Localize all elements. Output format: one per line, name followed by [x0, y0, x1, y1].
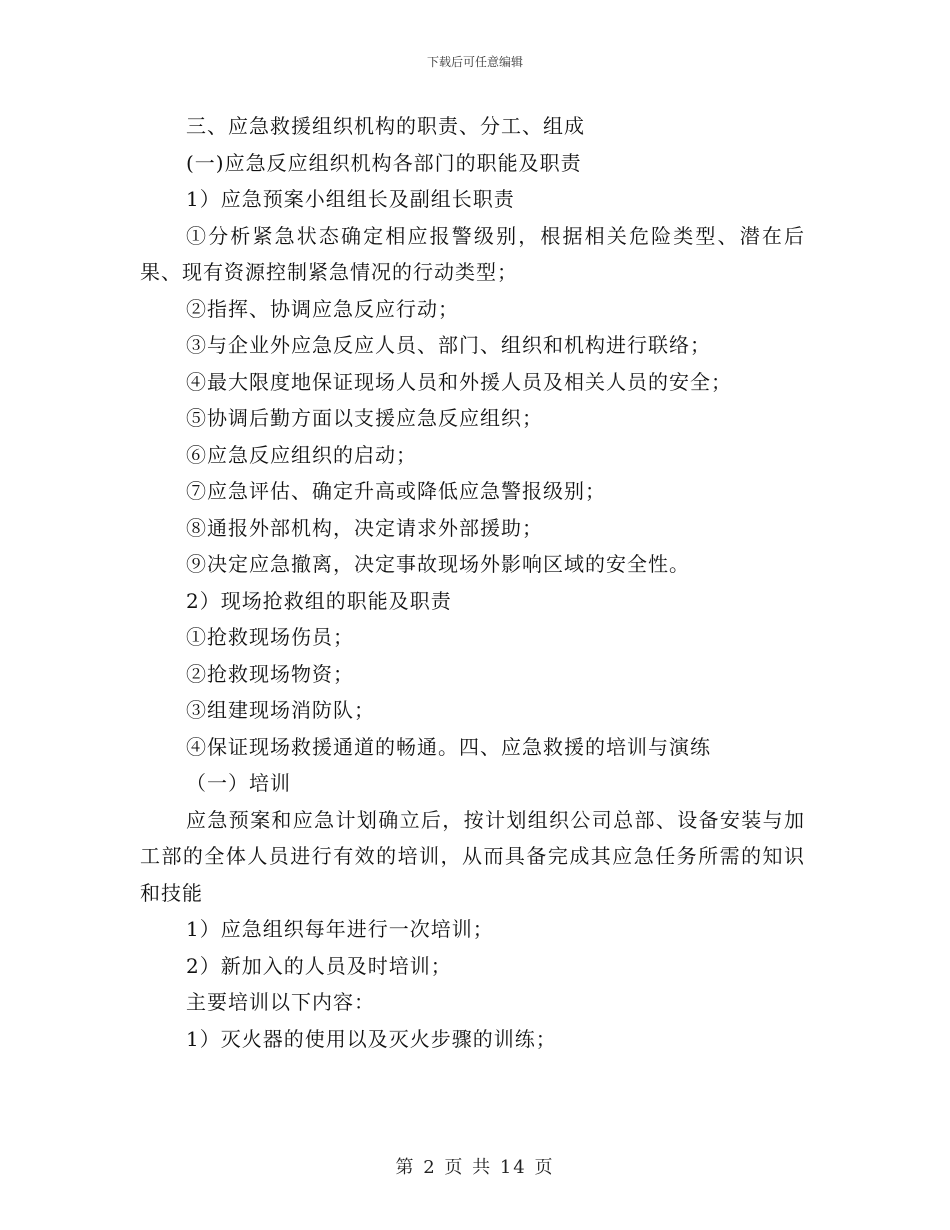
list-item: ⑧通报外部机构，决定请求外部援助； — [186, 515, 543, 540]
list-item: ③组建现场消防队； — [186, 698, 375, 722]
list-item: ⑤协调后勤方面以支援应急反应组织； — [186, 406, 543, 430]
body-paragraph: 主要培训以下内容： — [186, 990, 375, 1014]
page-number: 第 2 页 共 14 页 — [395, 1157, 555, 1178]
body-paragraph: 应急预案和应急计划确立后，按计划组织公司总部、设备安装与加工部的全体人员进行有效的培训，从而具备完成其应急任务所需的知识和技能 — [140, 807, 805, 905]
list-item: 1）应急组织每年进行一次培训； — [186, 917, 494, 941]
document-body — [140, 108, 805, 1057]
list-item: ③与企业外应急反应人员、部门、组织和机构进行联络； — [186, 333, 711, 357]
list-item: ⑨决定应急撤离，决定事故现场外影响区域的安全性。 — [186, 552, 690, 576]
list-heading: 2）现场抢救组的职能及职责 — [186, 588, 452, 613]
list-item: ④保证现场救援通道的畅通。四、应急救援的培训与演练 — [186, 734, 711, 759]
list-item: ①分析紧急状态确定相应报警级别，根据相关危险类型、潜在后果、现有资源控制紧急情况的行动类型； — [140, 223, 805, 284]
subsection-heading: (一)应急反应组织机构各部门的职能及职责 — [186, 150, 582, 175]
list-item: ⑦应急评估、确定升高或降低应急警报级别； — [186, 479, 606, 503]
list-item: ①抢救现场伤员； — [186, 625, 354, 649]
list-item: ⑥应急反应组织的启动； — [186, 442, 417, 467]
section-heading: 三、应急救援组织机构的职责、分工、组成 — [186, 114, 585, 138]
list-item: 2）新加入的人员及时培训； — [186, 953, 452, 978]
list-heading: 1）应急预案小组组长及副组长职责 — [186, 187, 515, 211]
subsection-heading: （一）培训 — [186, 771, 291, 795]
list-item: 1）灭火器的使用以及灭火步骤的训练； — [186, 1026, 557, 1051]
list-item: ②指挥、协调应急反应行动； — [186, 296, 459, 321]
page-header: 下载后可任意编辑 — [426, 55, 523, 69]
list-item: ②抢救现场物资； — [186, 661, 354, 686]
list-item: ④最大限度地保证现场人员和外援人员及相关人员的安全； — [186, 369, 732, 394]
